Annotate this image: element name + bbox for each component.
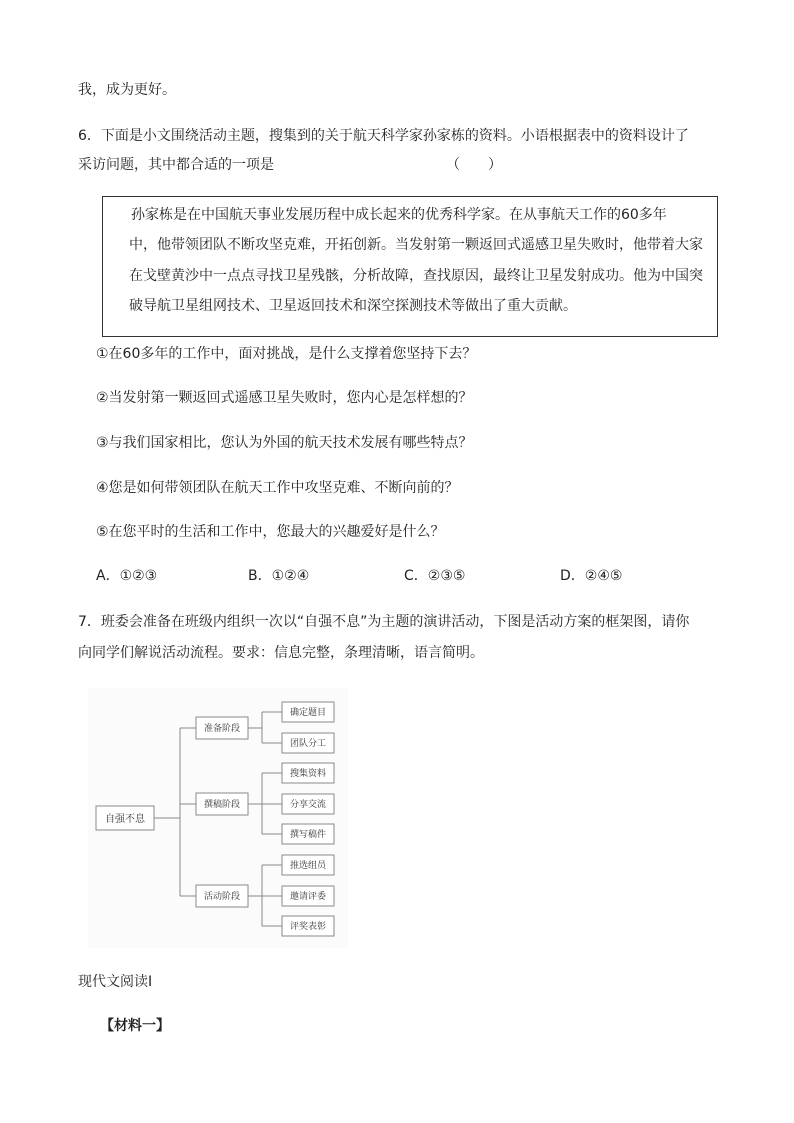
stage-label-activity: 活动阶段 [203, 892, 241, 902]
step-label: 确定题目 [289, 708, 327, 718]
material-heading: 【材料一】 [100, 1018, 170, 1034]
choice-d: D．②④⑤ [560, 568, 623, 584]
step-label: 团队分工 [289, 739, 327, 749]
q7-stem-line-1: 7．班委会准备在班级内组织一次以“自强不息”为主题的演讲活动，下图是活动方案的框架图，请你 [78, 614, 690, 630]
step-node [282, 794, 334, 814]
question-option-1: ①在60多年的工作中，面对挑战，是什么支撑着您坚持下去？ [96, 346, 477, 362]
step-label: 邀请评委 [289, 892, 327, 902]
root-node [96, 806, 154, 830]
diagram-svg [88, 688, 348, 948]
step-label: 分享交流 [289, 800, 327, 810]
question-option-4: ④您是如何带领团队在航天工作中攻坚克难、不断向前的？ [96, 480, 459, 496]
section-title: 现代文阅读Ⅰ [78, 974, 153, 990]
stage-node-prepare [196, 717, 248, 739]
question-option-2: ②当发射第一颗返回式遥感卫星失败时，您内心是怎样想的？ [96, 390, 473, 406]
step-label: 推选组员 [289, 861, 327, 871]
step-node [282, 733, 334, 753]
step-label: 撰写稿件 [289, 830, 327, 840]
question-option-5: ⑤在您平时的生活和工作中，您最大的兴趣爱好是什么？ [96, 524, 445, 540]
stage1-connector [248, 712, 282, 743]
material-box [102, 196, 718, 337]
step-label: 评奖表彰 [289, 922, 327, 932]
answer-parentheses: （ ） [446, 157, 502, 173]
stage3-connector [248, 865, 282, 926]
step-node [282, 824, 334, 844]
previous-text-line: 我，成为更好。 [78, 82, 176, 98]
stage-node-activity [196, 885, 248, 907]
q6-stem-line-1: 6．下面是小文围绕活动主题，搜集到的关于航天科学家孙家栋的资料。小语根据表中的资料设计了 [78, 128, 689, 144]
question-option-3: ③与我们国家相比，您认为外国的航天技术发展有哪些特点？ [96, 435, 473, 451]
activity-framework-diagram [88, 688, 348, 948]
choice-a: A．①②③ [96, 568, 158, 584]
step-node [282, 916, 334, 936]
material-line-3: 在戈壁黄沙中一点点寻找卫星残骸，分析故障，查找原因，最终让卫星发射成功。他为中国突 [129, 268, 703, 284]
root-label: 自强不息 [105, 814, 145, 825]
step-node [282, 855, 334, 875]
stage-node-draft [196, 793, 248, 815]
stage-label-prepare: 准备阶段 [203, 724, 241, 734]
step-label: 搜集资料 [289, 769, 327, 779]
stage2-connector [248, 773, 282, 834]
q6-stem-line-2: 采访问题，其中都合适的一项是 [78, 157, 274, 173]
material-line-2: 中，他带领团队不断攻坚克难，开拓创新。当发射第一颗返回式遥感卫星失败时，他带着大家 [129, 237, 703, 253]
stage-label-draft: 撰稿阶段 [203, 800, 241, 810]
step-node [282, 702, 334, 722]
q7-stem-line-2: 向同学们解说活动流程。要求：信息完整，条理清晰，语言简明。 [78, 645, 484, 661]
step-node [282, 763, 334, 783]
material-line-1: 孙家栋是在中国航天事业发展历程中成长起来的优秀科学家。在从事航天工作的60多年 [131, 207, 667, 223]
step-node [282, 886, 334, 906]
choice-b: B．①②④ [248, 568, 310, 584]
root-connector [154, 728, 196, 896]
choice-c: C．②③⑤ [404, 568, 466, 584]
material-line-4: 破导航卫星组网技术、卫星返回技术和深空探测技术等做出了重大贡献。 [129, 298, 577, 314]
